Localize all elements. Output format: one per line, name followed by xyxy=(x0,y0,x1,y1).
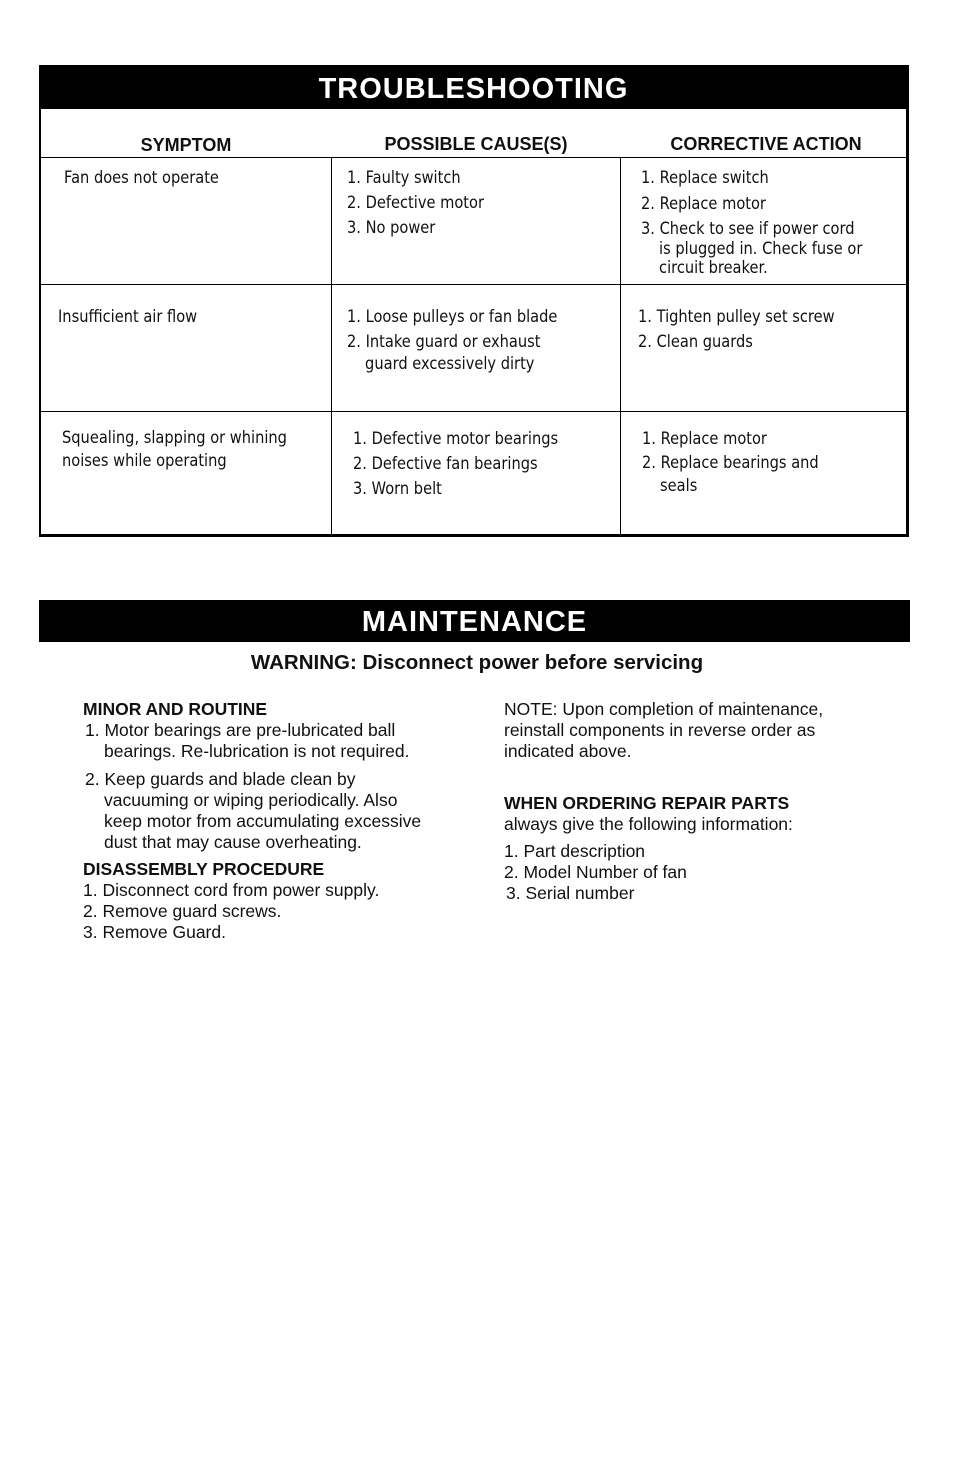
table-row-1-causes xyxy=(347,166,506,241)
header-corrective-action: CORRECTIVE ACTION xyxy=(670,134,862,154)
warning-text: WARNING: Disconnect power before servicing xyxy=(250,651,704,674)
note-line: indicated above. xyxy=(504,741,632,761)
list-item: 3. Check to see if power cord xyxy=(641,219,855,239)
list-item: 2. Intake guard or exhaust xyxy=(347,332,541,352)
list-item-continuation: bearings. Re-lubrication is not required. xyxy=(104,741,410,761)
list-item: 1. Replace motor xyxy=(642,429,767,449)
list-item: 2. Clean guards xyxy=(638,332,753,352)
list-item-continuation: is plugged in. Check fuse or xyxy=(659,239,863,259)
maintenance-right-column xyxy=(504,699,823,904)
list-item: 1. Tighten pulley set screw xyxy=(638,307,835,327)
note-line: reinstall components in reverse order as xyxy=(504,720,816,740)
table-row-2-actions xyxy=(638,305,867,355)
list-item: 1. Loose pulleys or fan blade xyxy=(347,307,558,327)
list-item: 1. Disconnect cord from power supply. xyxy=(83,880,380,900)
column-divider xyxy=(620,158,621,534)
troubleshooting-table xyxy=(39,65,909,537)
list-item-continuation: keep motor from accumulating excessive xyxy=(104,811,422,831)
note-line: NOTE: Upon completion of maintenance, xyxy=(504,699,824,719)
list-item: 2. Model Number of fan xyxy=(504,862,687,882)
section-heading-disassembly: DISASSEMBLY PROCEDURE xyxy=(83,859,325,879)
maintenance-left-column xyxy=(83,699,421,943)
list-item: 3. Remove Guard. xyxy=(83,922,226,942)
ordering-intro: always give the following information: xyxy=(504,814,793,834)
list-item: 3. Serial number xyxy=(506,883,635,903)
list-item: 2. Remove guard screws. xyxy=(83,901,282,921)
list-item: 2. Replace bearings and xyxy=(642,453,819,473)
list-item: 1. Replace switch xyxy=(641,168,769,188)
table-row-3-actions xyxy=(642,427,847,498)
list-item: 1. Faulty switch xyxy=(347,168,461,188)
list-item: 1. Motor bearings are pre-lubricated ball xyxy=(85,720,396,740)
row-divider xyxy=(41,411,909,412)
maintenance-title: MAINTENANCE xyxy=(39,600,910,642)
table-row-2-causes xyxy=(347,305,592,374)
list-item-continuation: guard excessively dirty xyxy=(365,354,535,374)
list-item: 2. Keep guards and blade clean by xyxy=(85,769,356,789)
list-item-continuation: dust that may cause overheating. xyxy=(104,832,362,852)
list-item: 2. Defective motor xyxy=(347,193,484,213)
troubleshooting-title: TROUBLESHOOTING xyxy=(41,67,906,109)
header-divider xyxy=(41,157,909,158)
list-item: 3. No power xyxy=(347,218,436,238)
list-item: 2. Replace motor xyxy=(641,194,766,214)
table-row-2-symptom: Insufficient air flow xyxy=(58,307,198,327)
table-row-3-symptom: Squealing, slapping or whining noises while operating xyxy=(62,428,287,471)
table-row-3-causes xyxy=(353,427,592,502)
header-symptom: SYMPTOM xyxy=(140,135,232,155)
list-item-continuation: seals xyxy=(660,476,698,496)
list-item: 2. Defective fan bearings xyxy=(353,454,538,474)
row-divider xyxy=(41,284,909,285)
list-item: 1. Defective motor bearings xyxy=(353,429,559,449)
section-heading-ordering: WHEN ORDERING REPAIR PARTS xyxy=(504,793,790,813)
list-item: 1. Part description xyxy=(504,841,646,861)
header-possible-causes: POSSIBLE CAUSE(S) xyxy=(384,134,568,154)
section-heading-minor: MINOR AND ROUTINE xyxy=(83,699,268,719)
list-item-continuation: vacuuming or wiping periodically. Also xyxy=(104,790,398,810)
column-divider xyxy=(331,158,332,534)
table-row-1-actions xyxy=(641,166,898,278)
list-item: 3. Worn belt xyxy=(353,479,442,499)
table-row-1-symptom: Fan does not operate xyxy=(64,168,219,188)
list-item-continuation: circuit breaker. xyxy=(659,258,768,278)
